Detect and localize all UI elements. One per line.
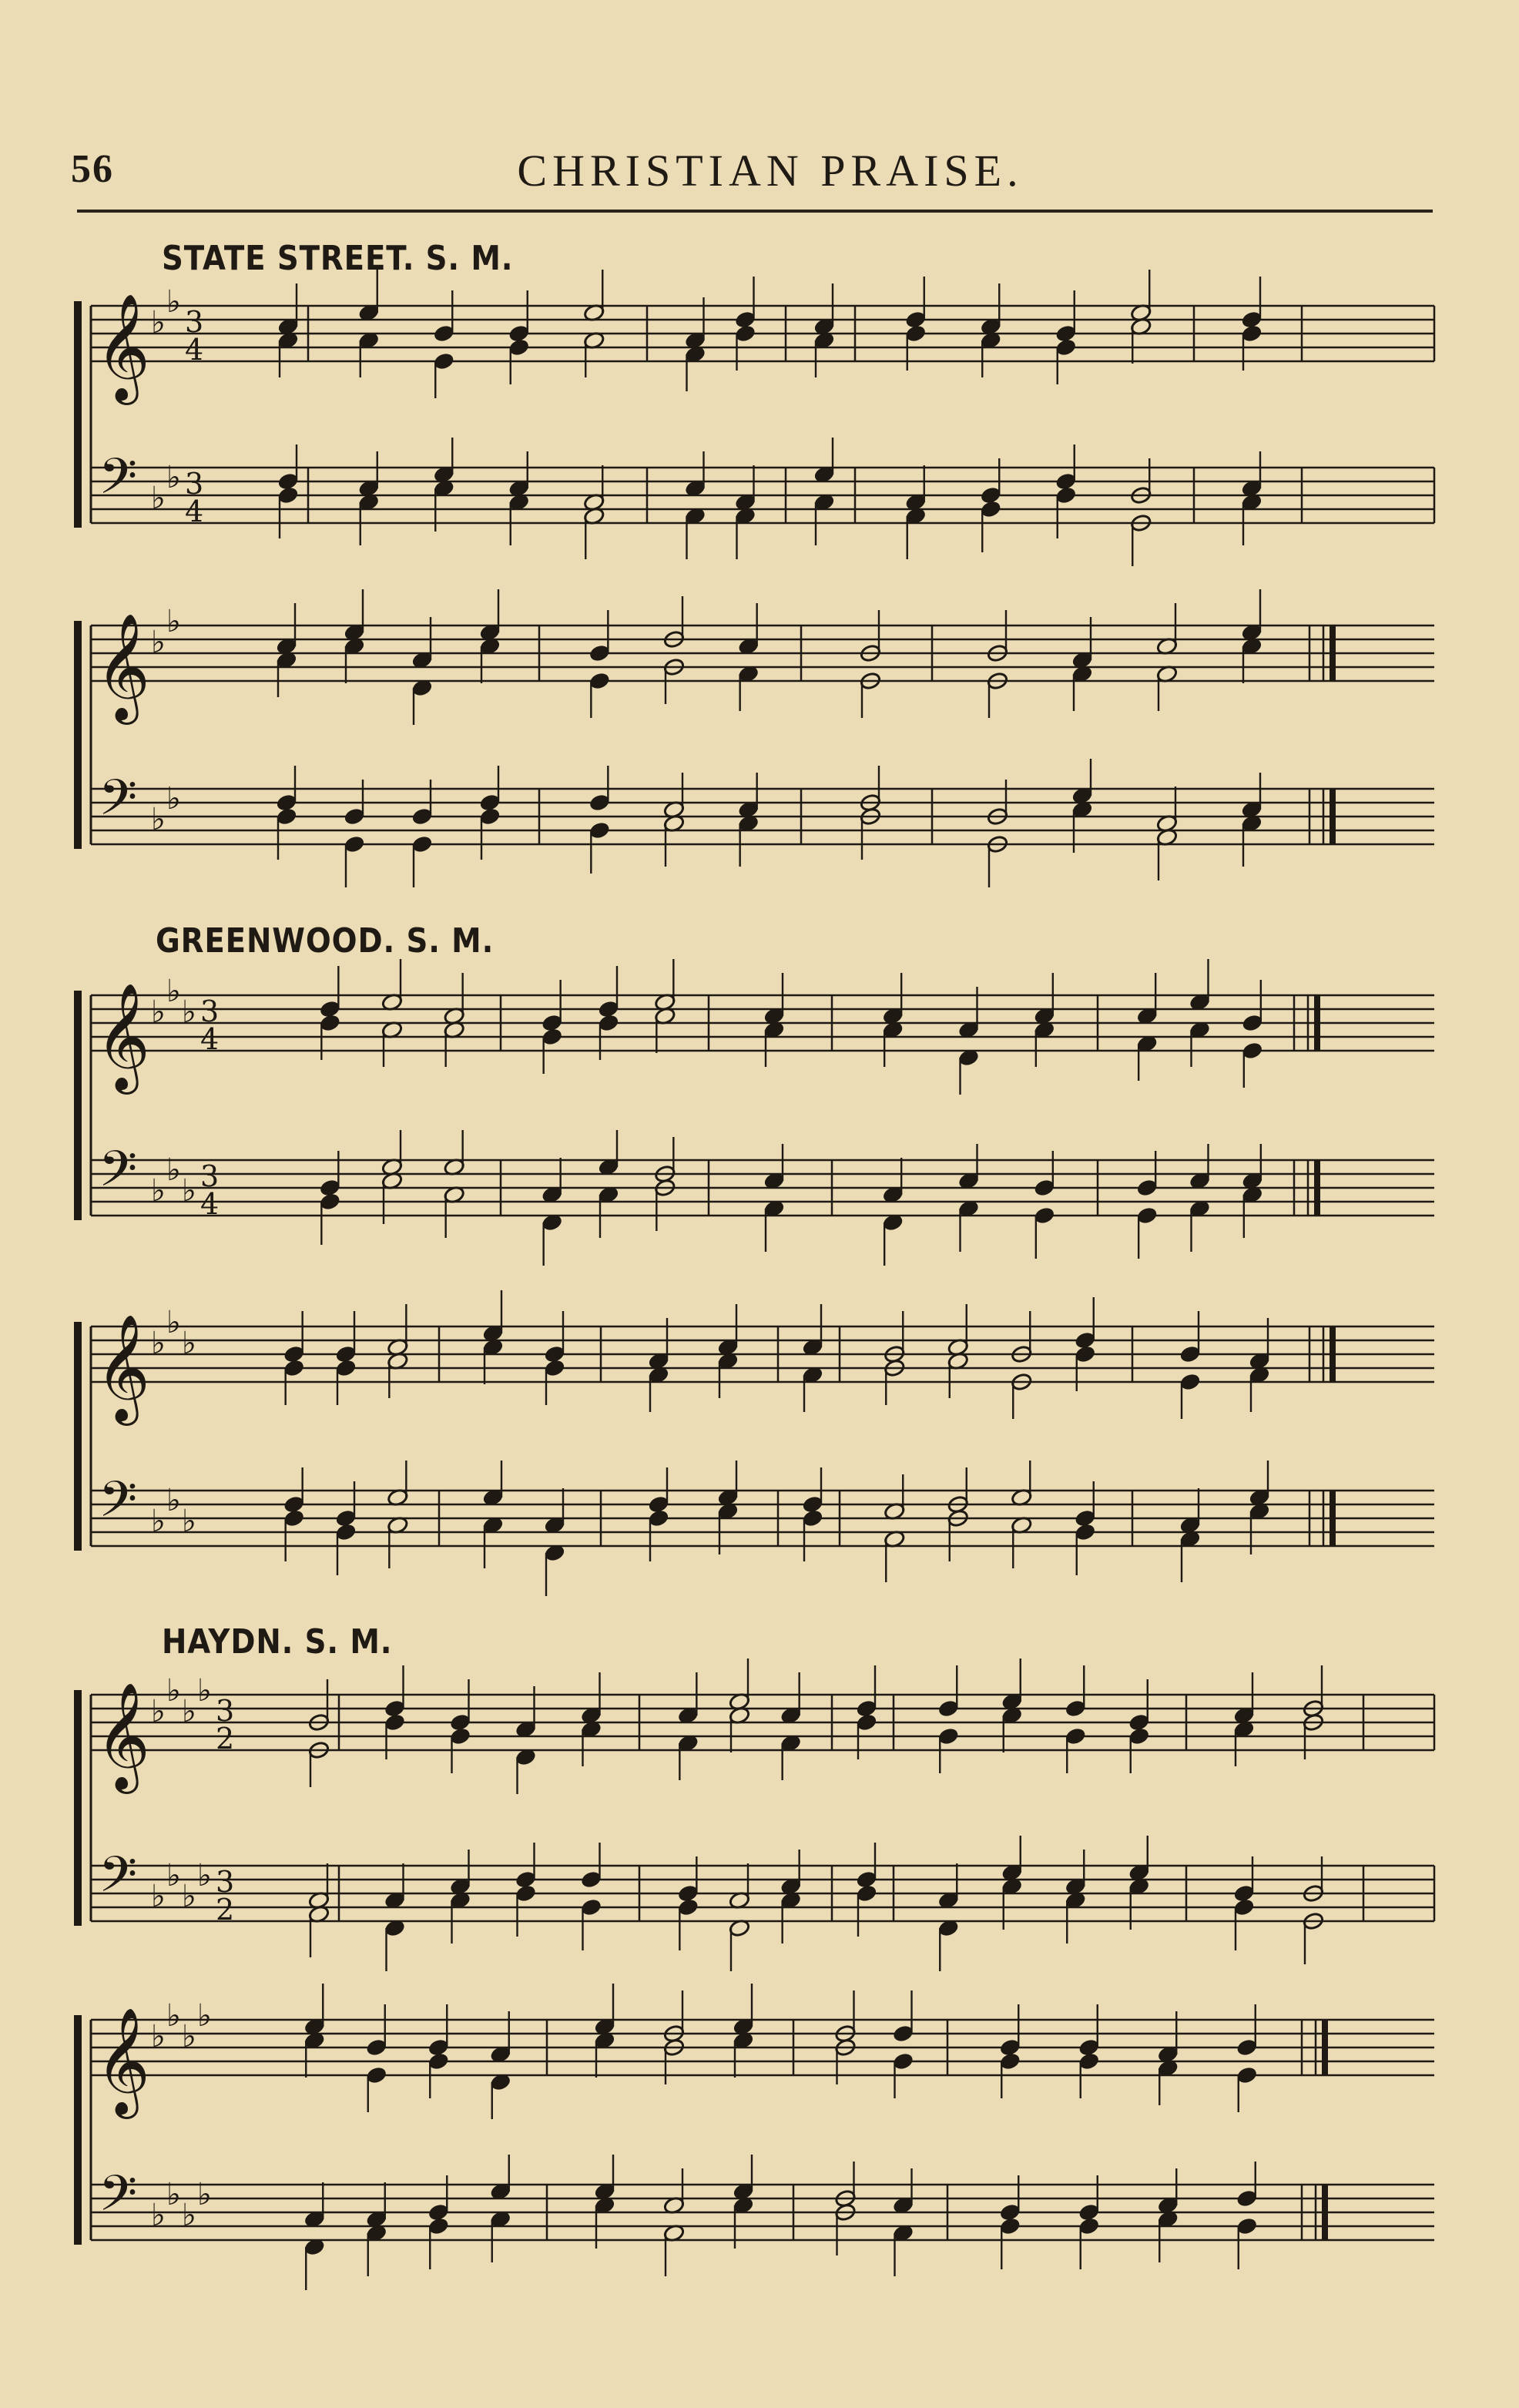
flat-sign: ♭ (151, 481, 166, 516)
bass-clef: 𝄢 (99, 1141, 138, 1210)
treble-clef: 𝄞 (96, 613, 150, 720)
time-signature: 2 (216, 1893, 235, 1927)
final-bar-thick (1330, 789, 1336, 844)
final-bar-thick (1314, 995, 1320, 1051)
system-brace (74, 301, 82, 528)
bass-clef: 𝄢 (99, 448, 138, 518)
flat-sign: ♭ (151, 1694, 166, 1729)
flat-sign: ♭ (197, 1673, 212, 1709)
flat-sign: ♭ (182, 994, 196, 1030)
time-signature: 3 (185, 467, 204, 501)
flat-sign: ♭ (197, 1998, 212, 2034)
bass-clef: 𝄢 (99, 1471, 138, 1541)
time-signature: 3 (200, 1159, 220, 1193)
time-signature: 3 (216, 1694, 235, 1728)
flat-sign: ♭ (151, 1504, 166, 1539)
flat-sign: ♭ (182, 2019, 196, 2054)
final-bar-thick (1330, 625, 1336, 681)
treble-clef: 𝄞 (96, 1682, 150, 1789)
flat-sign: ♭ (197, 2177, 212, 2212)
bass-clef: 𝄢 (99, 2165, 138, 2235)
hymn-title-state-street: STATE STREET. S. M. (162, 239, 514, 278)
system-brace (74, 991, 82, 1220)
time-signature: 3 (185, 305, 204, 339)
flat-sign: ♭ (166, 1152, 181, 1188)
flat-sign: ♭ (182, 1694, 196, 1729)
time-signature: 4 (200, 1187, 220, 1221)
page-number: 56 (71, 147, 114, 191)
flat-sign: ♭ (151, 1879, 166, 1914)
final-bar-thick (1330, 1326, 1336, 1382)
flat-sign: ♭ (166, 1305, 181, 1340)
flat-sign: ♭ (151, 2198, 166, 2233)
final-bar-thick (1322, 2185, 1328, 2240)
running-head: CHRISTIAN PRAISE. (517, 146, 1024, 196)
bass-clef: 𝄢 (99, 770, 138, 839)
flat-sign: ♭ (166, 974, 181, 1009)
flat-sign: ♭ (182, 1173, 196, 1209)
treble-clef: 𝄞 (96, 293, 150, 401)
flat-sign: ♭ (151, 994, 166, 1030)
flat-sign: ♭ (182, 1879, 196, 1914)
treble-clef: 𝄞 (96, 983, 150, 1090)
time-signature: 3 (216, 1865, 235, 1899)
flat-sign: ♭ (197, 1858, 212, 1893)
hymn-title-haydn: HAYDN. S. M. (162, 1622, 393, 1662)
treble-clef: 𝄞 (96, 1314, 150, 1421)
treble-clef: 𝄞 (96, 2007, 150, 2115)
flat-sign: ♭ (151, 802, 166, 837)
time-signature: 4 (185, 333, 204, 367)
system-brace (74, 2015, 82, 2245)
system-brace (74, 621, 82, 849)
hymn-title-greenwood: GREENWOOD. S. M. (156, 921, 495, 961)
flat-sign: ♭ (166, 460, 181, 495)
flat-sign: ♭ (166, 1673, 181, 1709)
final-bar-thick (1322, 2020, 1328, 2075)
flat-sign: ♭ (166, 781, 181, 817)
system-brace (74, 1690, 82, 1926)
bass-clef: 𝄢 (99, 1846, 138, 1916)
system-brace (74, 1322, 82, 1551)
flat-sign: ♭ (182, 1504, 196, 1539)
flat-sign: ♭ (151, 2019, 166, 2054)
flat-sign: ♭ (166, 1483, 181, 1518)
flat-sign: ♭ (166, 2177, 181, 2212)
flat-sign: ♭ (166, 1858, 181, 1893)
flat-sign: ♭ (182, 1326, 196, 1361)
time-signature: 4 (200, 1022, 220, 1056)
final-bar-thick (1314, 1160, 1320, 1216)
time-signature: 3 (200, 994, 220, 1028)
flat-sign: ♭ (166, 1998, 181, 2034)
flat-sign: ♭ (182, 2198, 196, 2233)
flat-sign: ♭ (151, 625, 166, 660)
time-signature: 4 (185, 495, 204, 528)
flat-sign: ♭ (151, 1173, 166, 1209)
flat-sign: ♭ (151, 305, 166, 340)
flat-sign: ♭ (151, 1326, 166, 1361)
flat-sign: ♭ (166, 284, 181, 320)
time-signature: 2 (216, 1722, 235, 1756)
flat-sign: ♭ (166, 604, 181, 639)
final-bar-thick (1330, 1491, 1336, 1546)
